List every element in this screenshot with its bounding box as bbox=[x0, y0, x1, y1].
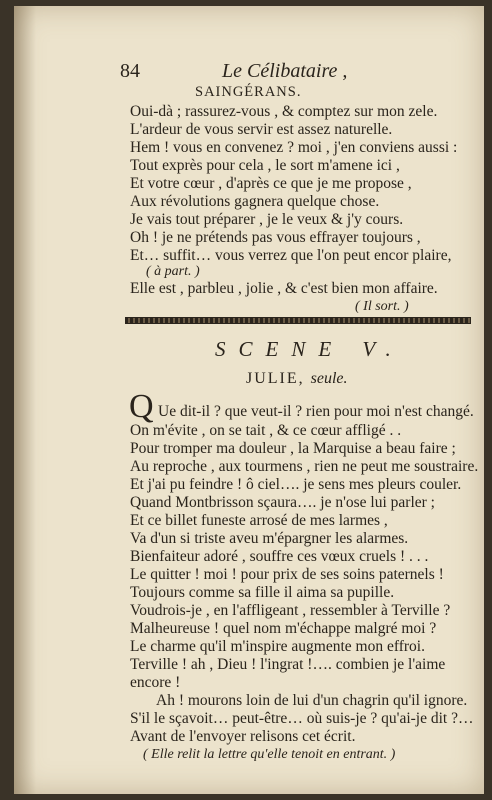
speech-line: Et… suffit… vous verrez que l'on peut encor plaire, bbox=[130, 247, 452, 264]
speech-line: Oh ! je ne prétends pas vous effrayer toujours , bbox=[130, 229, 421, 246]
scene-line: Malheureuse ! quel nom m'échappe malgré moi ? bbox=[130, 620, 437, 637]
scene-line: Voudrois-je , en l'affligeant , ressembler à Terville ? bbox=[130, 602, 451, 619]
speech-line: Tout exprès pour cela , le sort m'amene ici , bbox=[130, 157, 400, 174]
stage-direction: ( à part. ) bbox=[146, 264, 200, 279]
speech-line: Elle est , parbleu , jolie , & c'est bien mon affaire. bbox=[130, 280, 438, 297]
scene-line: Va d'un si triste aveu m'épargner les alarmes. bbox=[130, 530, 409, 547]
speech-line: L'ardeur de vous servir est assez naturelle. bbox=[130, 121, 393, 138]
scene-line: Le charme qu'il m'inspire augmente mon effroi. bbox=[130, 638, 425, 655]
character-name: JULIE, bbox=[246, 370, 305, 387]
scene-line: Et j'ai pu feindre ! ô ciel…. je sens mes pleurs couler. bbox=[130, 476, 462, 493]
stage-direction: ( Elle relit la lettre qu'elle tenoit en entrant. ) bbox=[143, 747, 396, 762]
scene-line: encore ! bbox=[130, 674, 181, 691]
scene-line: Avant de l'envoyer relisons cet écrit. bbox=[130, 728, 356, 745]
scene-line: Terville ! ah , Dieu ! l'ingrat !…. combien je l'aime bbox=[130, 656, 446, 673]
scene-heading: SCENE V. bbox=[215, 337, 404, 361]
character-note: seule. bbox=[310, 370, 348, 387]
scene-line: Ah ! mourons loin de lui d'un chagrin qu'il ignore. bbox=[156, 692, 468, 709]
page-number: 84 bbox=[120, 60, 140, 82]
scene-line: Toujours comme sa fille il aima sa pupille. bbox=[130, 584, 395, 601]
speaker-name: SAINGÉRANS. bbox=[195, 84, 302, 100]
speech-line: Aux révolutions gagnera quelque chose. bbox=[130, 193, 380, 210]
speech-line: Et votre cœur , d'après ce que je me propose , bbox=[130, 175, 412, 192]
scene-line: Bienfaiteur adoré , souffre ces vœux cruels ! . . . bbox=[130, 548, 429, 565]
running-title: Le Célibataire , bbox=[222, 60, 348, 82]
speech-line: Je vais tout préparer , je le veux & j'y cours. bbox=[130, 211, 404, 228]
scene-line: Quand Montbrisson sçaura…. je n'ose lui parler ; bbox=[130, 494, 435, 511]
page-binding-shadow bbox=[14, 6, 36, 794]
scene-line: Le quitter ! moi ! pour prix de ses soins paternels ! bbox=[130, 566, 444, 583]
scene-line: S'il le sçavoit… peut-être… où suis-je ? qu'ai-je dit ?… bbox=[130, 710, 474, 727]
drop-cap: Q bbox=[129, 388, 154, 425]
speech-line: Hem ! vous en convenez ? moi , j'en conviens aussi : bbox=[130, 139, 458, 156]
stage-direction: ( Il sort. ) bbox=[355, 299, 409, 314]
scene-line: Et ce billet funeste arrosé de mes larmes , bbox=[130, 512, 388, 529]
scene-first-line: Ue dit-il ? que veut-il ? rien pour moi n'est changé. bbox=[158, 403, 474, 420]
scene-divider-rule bbox=[125, 317, 471, 324]
scene-line: Au reproche , aux tourmens , rien ne peut me soustraire. bbox=[130, 458, 479, 475]
scene-line: On m'évite , on se tait , & ce cœur affligé . . bbox=[130, 422, 402, 439]
speech-line: Oui-dà ; rassurez-vous , & comptez sur mon zele. bbox=[130, 103, 438, 120]
scene-line: Pour tromper ma douleur , la Marquise a beau faire ; bbox=[130, 440, 456, 457]
scene-character bbox=[246, 370, 348, 388]
